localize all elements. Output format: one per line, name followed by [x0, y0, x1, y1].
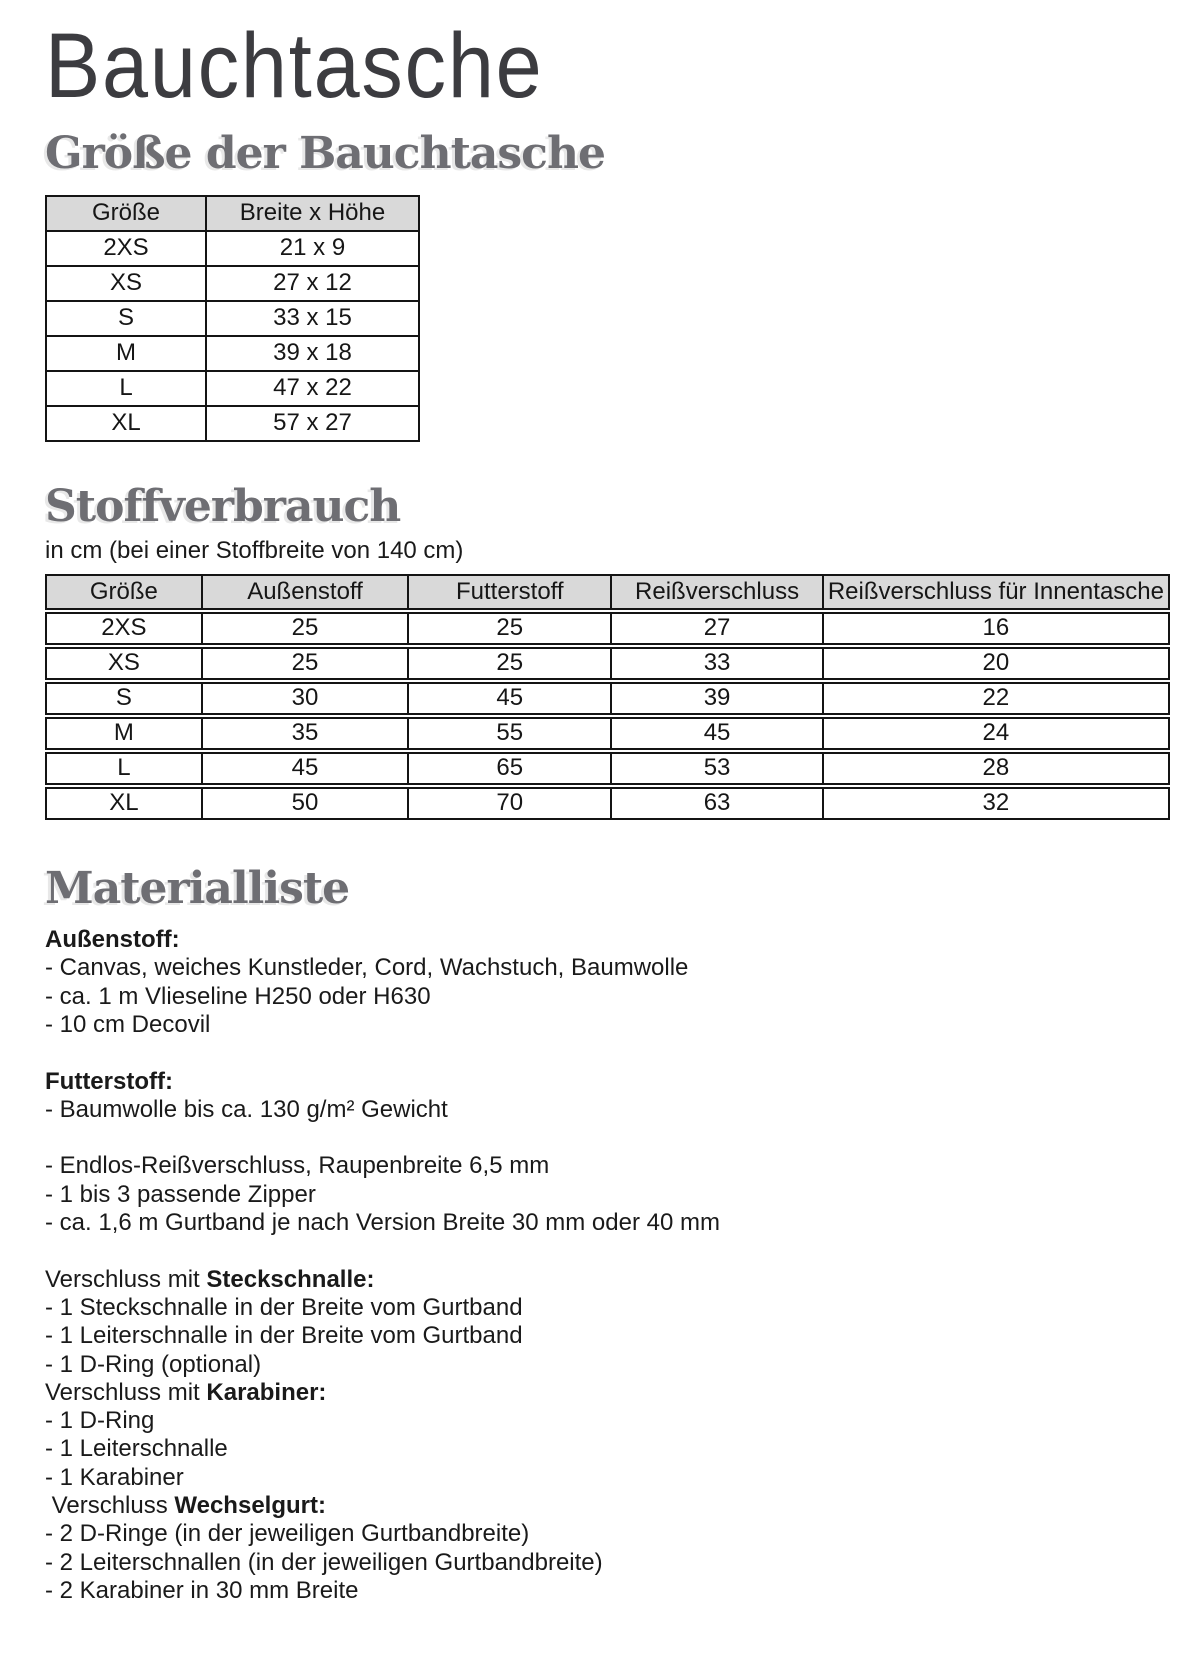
- material-line: [45, 1096, 1170, 1124]
- material-line: [45, 1011, 1170, 1039]
- table-cell: 45: [201, 752, 407, 785]
- material-label: Steckschnalle:: [206, 1265, 375, 1293]
- material-text: - 1 D-Ring (optional): [45, 1350, 262, 1378]
- table-cell: 70: [407, 787, 610, 820]
- table-cell: 63: [610, 787, 822, 820]
- table-cell: 25: [407, 612, 610, 645]
- material-blank-line: [45, 1039, 1170, 1067]
- material-line: [45, 1464, 1170, 1492]
- material-section-heading: Materialliste: [45, 862, 350, 914]
- material-line: [45, 1351, 1170, 1379]
- table-cell: M: [46, 336, 206, 371]
- table-cell: 45: [610, 717, 822, 750]
- material-text: - 2 Leiterschnallen (in der jeweiligen Gurtbandbreite): [45, 1548, 603, 1576]
- table-row: [45, 612, 1170, 645]
- table-row: [46, 406, 419, 441]
- material-line: [45, 1294, 1170, 1322]
- table-cell: 39: [610, 682, 822, 715]
- material-text: - 2 D-Ringe (in der jeweiligen Gurtbandbreite): [45, 1520, 530, 1548]
- table-cell: 32: [822, 787, 1170, 820]
- table-cell: 28: [822, 752, 1170, 785]
- table-cell: 25: [201, 647, 407, 680]
- table-header-cell: Reißverschluss für Innentasche: [822, 574, 1170, 610]
- page-title: Bauchtasche: [45, 15, 544, 117]
- material-line: [45, 954, 1170, 982]
- table-header-row: [45, 574, 1170, 610]
- table-cell: 16: [822, 612, 1170, 645]
- material-text: - 1 Steckschnalle in der Breite vom Gurtband: [45, 1293, 523, 1321]
- material-label: Karabiner:: [206, 1378, 327, 1406]
- material-text: - Baumwolle bis ca. 130 g/m² Gewicht: [45, 1095, 448, 1123]
- table-cell: XS: [46, 266, 206, 301]
- material-label: Futterstoff:: [45, 1067, 173, 1095]
- material-line: [45, 1152, 1170, 1180]
- material-label: Außenstoff:: [45, 926, 180, 954]
- table-cell: 39 x 18: [206, 336, 419, 371]
- table-row: [45, 717, 1170, 750]
- table-cell: 33: [610, 647, 822, 680]
- material-text: Verschluss mit: [45, 1378, 207, 1406]
- fabric-section-subtitle: in cm (bei einer Stoffbreite von 140 cm): [45, 536, 464, 564]
- table-cell: 50: [201, 787, 407, 820]
- material-line: [45, 1181, 1170, 1209]
- material-text: - Canvas, weiches Kunstleder, Cord, Wachstuch, Baumwolle: [45, 954, 689, 982]
- material-line: [45, 1209, 1170, 1237]
- table-cell: XS: [45, 647, 201, 680]
- size-table: [45, 195, 420, 442]
- table-cell: L: [45, 752, 201, 785]
- material-text: - 1 Leiterschnalle in der Breite vom Gurtband: [45, 1322, 523, 1350]
- table-header-row: [46, 196, 419, 231]
- material-text: - 1 D-Ring: [45, 1407, 155, 1435]
- table-cell: 2XS: [45, 612, 201, 645]
- fabric-section-heading: Stoffverbrauch: [45, 480, 401, 532]
- table-header-cell: Futterstoff: [407, 574, 610, 610]
- material-blank-line: [45, 1124, 1170, 1152]
- material-line: [45, 1520, 1170, 1548]
- table-cell: 2XS: [46, 231, 206, 266]
- table-row: [45, 787, 1170, 820]
- table-cell: 35: [201, 717, 407, 750]
- material-text: - 1 bis 3 passende Zipper: [45, 1180, 316, 1208]
- table-cell: XL: [46, 406, 206, 441]
- table-cell: 57 x 27: [206, 406, 419, 441]
- table-row: [46, 336, 419, 371]
- table-cell: 33 x 15: [206, 301, 419, 336]
- table-row: [46, 266, 419, 301]
- size-section-heading: Größe der Bauchtasche: [45, 127, 605, 179]
- table-header-cell: Breite x Höhe: [206, 196, 419, 231]
- table-cell: 53: [610, 752, 822, 785]
- table-cell: 20: [822, 647, 1170, 680]
- table-header-cell: Größe: [46, 196, 206, 231]
- material-line: [45, 1266, 1170, 1294]
- material-line: [45, 1068, 1170, 1096]
- table-cell: 21 x 9: [206, 231, 419, 266]
- material-text: - Endlos-Reißverschluss, Raupenbreite 6,5 mm: [45, 1152, 550, 1180]
- table-cell: 24: [822, 717, 1170, 750]
- table-cell: 30: [201, 682, 407, 715]
- table-cell: 45: [407, 682, 610, 715]
- table-row: [45, 647, 1170, 680]
- table-header-cell: Außenstoff: [201, 574, 407, 610]
- table-cell: 22: [822, 682, 1170, 715]
- material-line: [45, 1379, 1170, 1407]
- table-cell: XL: [45, 787, 201, 820]
- table-row: [45, 682, 1170, 715]
- material-text: - 10 cm Decovil: [45, 1010, 211, 1038]
- material-list: [45, 926, 1170, 1605]
- table-header-cell: Reißverschluss: [610, 574, 822, 610]
- material-text: Verschluss mit: [45, 1265, 207, 1293]
- material-label: Wechselgurt:: [174, 1492, 326, 1519]
- fabric-consumption-table: [45, 572, 1170, 822]
- material-line: [45, 1435, 1170, 1463]
- table-cell: M: [45, 717, 201, 750]
- material-blank-line: [45, 1237, 1170, 1265]
- material-text: Verschluss: [45, 1492, 175, 1519]
- material-text: - 1 Leiterschnalle: [45, 1435, 228, 1463]
- table-cell: 55: [407, 717, 610, 750]
- material-line: [45, 983, 1170, 1011]
- table-row: [46, 371, 419, 406]
- table-cell: 27 x 12: [206, 266, 419, 301]
- material-text: - 2 Karabiner in 30 mm Breite: [45, 1576, 359, 1604]
- table-cell: 65: [407, 752, 610, 785]
- table-cell: L: [46, 371, 206, 406]
- material-line: [45, 1322, 1170, 1350]
- table-row: [46, 231, 419, 266]
- table-cell: S: [45, 682, 201, 715]
- material-text: - ca. 1,6 m Gurtband je nach Version Breite 30 mm oder 40 mm: [45, 1209, 720, 1237]
- table-cell: S: [46, 301, 206, 336]
- material-line: [45, 926, 1170, 954]
- material-line: [45, 1492, 1170, 1520]
- material-text: - 1 Karabiner: [45, 1463, 184, 1491]
- material-line: [45, 1549, 1170, 1577]
- table-header-cell: Größe: [45, 574, 201, 610]
- table-cell: 25: [407, 647, 610, 680]
- table-cell: 25: [201, 612, 407, 645]
- table-cell: 27: [610, 612, 822, 645]
- table-cell: 47 x 22: [206, 371, 419, 406]
- material-line: [45, 1577, 1170, 1605]
- table-row: [45, 752, 1170, 785]
- material-text: - ca. 1 m Vlieseline H250 oder H630: [45, 982, 431, 1010]
- table-row: [46, 301, 419, 336]
- material-line: [45, 1407, 1170, 1435]
